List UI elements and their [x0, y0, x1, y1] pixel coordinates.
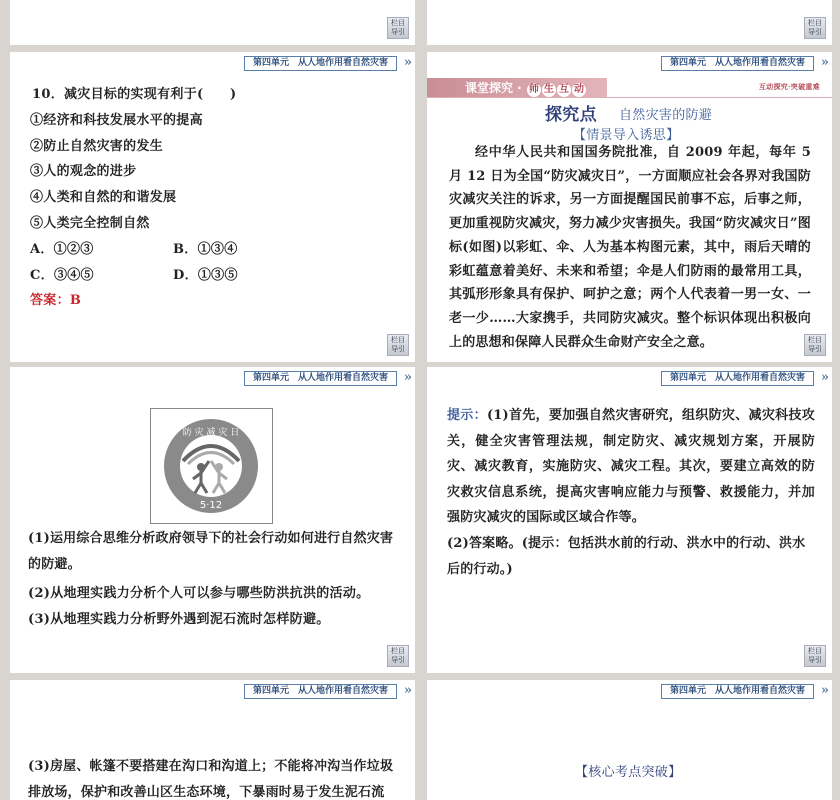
question: 10．减灾目标的实现有利于( ): [32, 87, 237, 102]
nav-button[interactable]: 栏目 导引: [804, 334, 826, 356]
slide-logo-questions[interactable]: [10, 367, 415, 673]
chevron-icon: »: [403, 370, 412, 385]
option-d: D．①③⑤: [173, 268, 238, 283]
slide-top-left[interactable]: [10, 0, 415, 45]
nav-button[interactable]: 栏目 导引: [804, 17, 826, 39]
slide-explore[interactable]: [427, 52, 832, 362]
item: ①经济和科技发展水平的提高: [30, 113, 203, 128]
section-banner: 课堂探究 · 师 生 互 动: [427, 78, 607, 98]
item: ⑤人类完全控制自然: [30, 216, 150, 231]
slide-hints[interactable]: [427, 367, 832, 673]
option-c: C．③④⑤: [30, 268, 94, 283]
unit-tag: 第四单元 从人地作用看自然灾害: [661, 371, 814, 386]
slide-question-10[interactable]: [10, 52, 415, 362]
slide-top-right[interactable]: [427, 0, 832, 45]
chevron-icon: »: [820, 683, 829, 698]
option-a: A．①②③: [30, 242, 94, 257]
nav-button[interactable]: 栏目 导引: [387, 334, 409, 356]
item: ④人类和自然的和谐发展: [30, 190, 177, 205]
section-heading: 【核心考点突破】: [575, 765, 682, 780]
nav-button[interactable]: 栏目 导引: [387, 17, 409, 39]
unit-tag: 第四单元 从人地作用看自然灾害: [661, 684, 814, 699]
chevron-icon: »: [403, 683, 412, 698]
chevron-icon: »: [820, 55, 829, 70]
unit-tag: 第四单元 从人地作用看自然灾害: [244, 684, 397, 699]
section-heading: 【情景导入诱思】: [573, 128, 680, 143]
item: ③人的观念的进步: [30, 164, 137, 179]
disaster-day-logo: [150, 408, 273, 524]
intro-paragraph: 经中华人民共和国国务院批准，自 2009 年起，每年 5 月 12 日为全国“防灾减灾日”，一方面顺应社会各界对我国防灾减灾关注的诉求，另一方面提醒国民前事不忘，后事之师，更加重视防灾减灾，努力减少灾害损失。我国“防灾减灾日”图标(如图)以彩虹、伞、人为基本构图元素，其中，雨后天晴的彩虹蕴意着美好、未来和希望；伞是人们防雨的最常用工具，其弧形形象具有保护、呵护之意；两个人代表着一男一女、一老一少……大家携手，共同防灾减灾。整个标识体现出积极向上的思想和保障人民群众生命财产安全之意。: [449, 145, 811, 350]
hint-1: 提示：(1)首先，要加强自然灾害研究，组织防灾、减灾科技攻关，健全灾害管理法规，制定防灾、减灾规划方案，开展防灾、减灾教育，实施防灾、减灾工程。其次，要建立高效的防灾救灾信息系统，提高灾害响应能力与预警、救援能力，并加强防灾减灾的国际或区域合作等。: [447, 408, 815, 525]
item: ②防止自然灾害的发生: [30, 139, 164, 154]
question-1: (1)运用综合思维分析政府领导下的社会行动如何进行自然灾害的防避。: [28, 531, 394, 572]
chevron-icon: »: [820, 370, 829, 385]
option-b: B．①③④: [173, 242, 238, 257]
answer: 答案：B: [30, 293, 82, 308]
subtitle: 自然灾害的防避: [619, 108, 713, 123]
logo-text: 防 灾 减 灾 日: [182, 428, 240, 438]
unit-tag: 第四单元 从人地作用看自然灾害: [661, 56, 814, 71]
banner-right: 互动探究·突破重难: [758, 82, 820, 91]
logo-date: 5·12: [199, 500, 223, 511]
question-3: (3)从地理实践力分析野外遇到泥石流时怎样防避。: [28, 612, 330, 627]
chevron-icon: »: [403, 55, 412, 70]
question-2: (2)从地理实践力分析个人可以参与哪些防洪抗洪的活动。: [28, 586, 370, 601]
nav-button[interactable]: 栏目 导引: [387, 645, 409, 667]
slide-core[interactable]: [427, 680, 832, 800]
title: 探究点: [545, 105, 597, 125]
unit-tag: 第四单元 从人地作用看自然灾害: [244, 371, 397, 386]
slide-answer-3[interactable]: [10, 680, 415, 800]
hint-2: (2)答案略。(提示：包括洪水前的行动、洪水中的行动、洪水后的行动。): [447, 536, 806, 577]
unit-tag: 第四单元 从人地作用看自然灾害: [244, 56, 397, 71]
nav-button[interactable]: 栏目 导引: [804, 645, 826, 667]
answer-3: (3)房屋、帐篷不要搭建在沟口和沟道上；不能将冲沟当作垃圾排放场，保护和改善山区生态环境，下暴雨时易于发生泥石流: [28, 759, 394, 800]
